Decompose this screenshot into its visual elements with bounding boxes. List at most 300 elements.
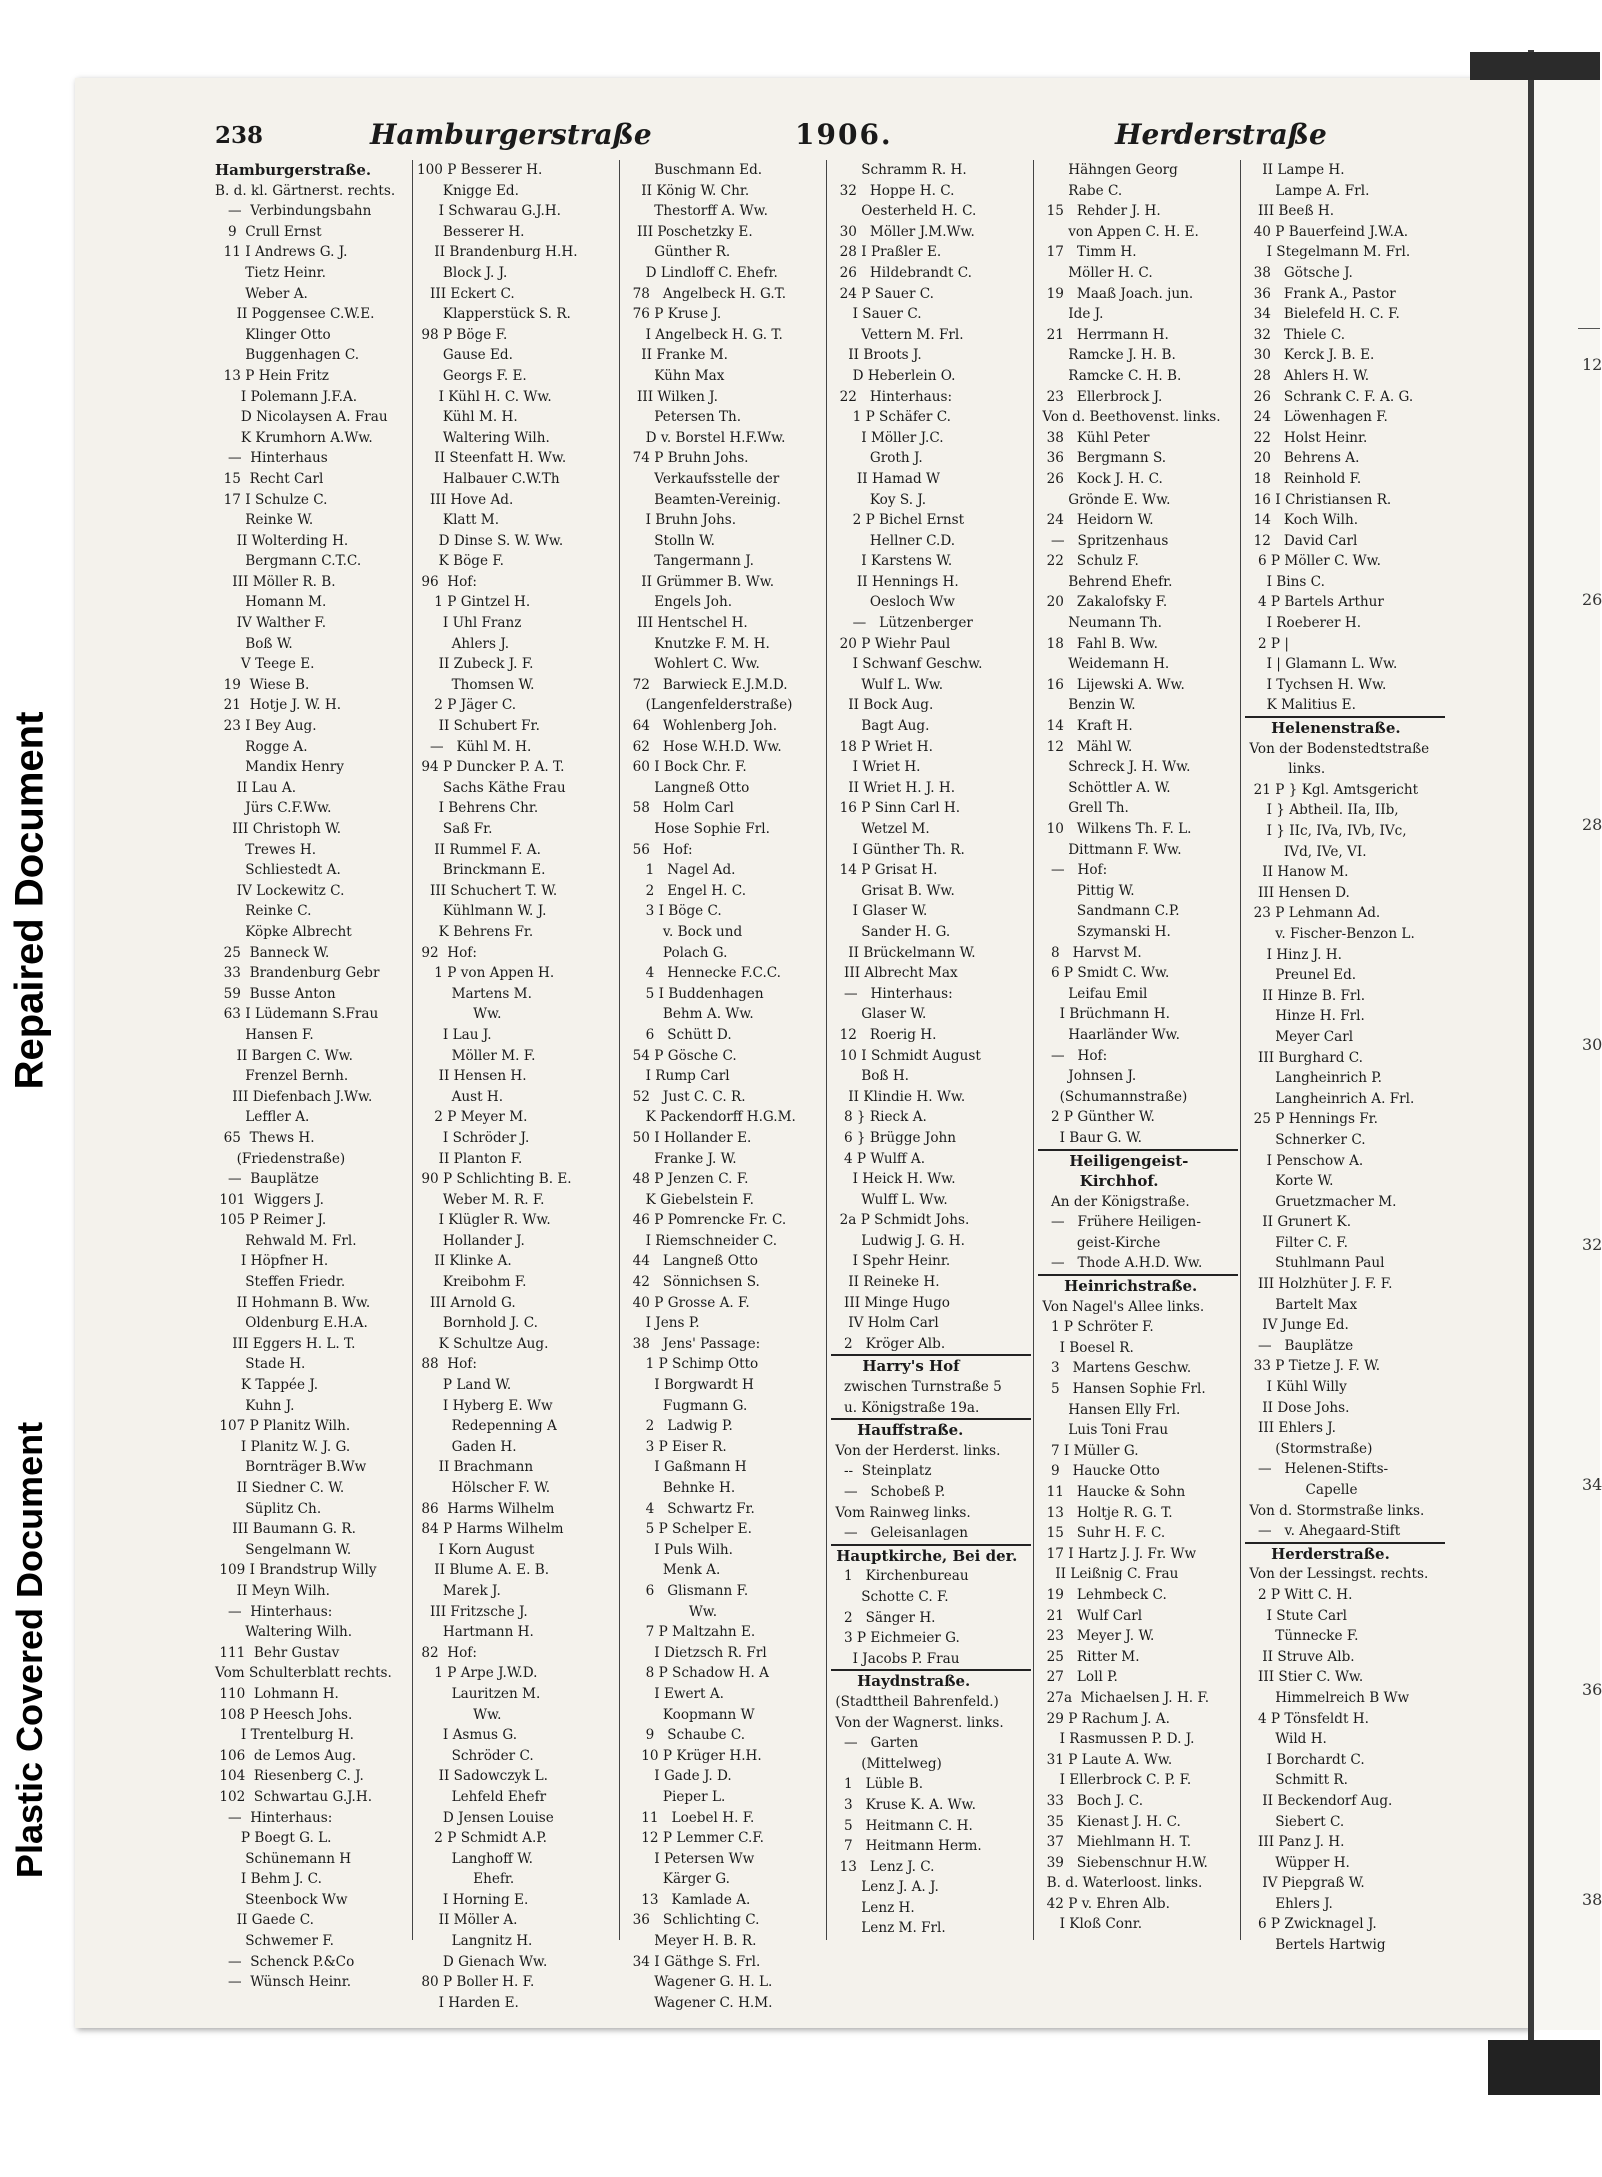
directory-entry: D v. Borstel H.F.Ww. — [624, 429, 786, 446]
directory-entry: Süplitz Ch. — [215, 1500, 322, 1517]
page-binding — [1528, 50, 1534, 2040]
directory-entry: Buggenhagen C. — [215, 347, 360, 364]
directory-entry: III Burghard C. — [1245, 1049, 1363, 1066]
directory-entry: 1 P Schäfer C. — [831, 409, 951, 426]
directory-entry: II Poggensee C.W.E. — [215, 306, 375, 323]
page-number: 238 — [215, 122, 264, 149]
directory-entry: I Gaßmann H — [624, 1459, 747, 1476]
column-divider — [1240, 160, 1241, 1940]
directory-entry: 38 Kühl Peter — [1038, 429, 1150, 446]
directory-entry: K Krumhorn A.Ww. — [215, 429, 373, 446]
directory-entry: 6 P Möller C. Ww. — [1245, 553, 1381, 570]
directory-entry: 23 Ellerbrock J. — [1038, 388, 1163, 405]
directory-entry: Wagener G. H. L. — [624, 1974, 773, 1991]
directory-entry: I Spehr Heinr. — [831, 1253, 951, 1270]
directory-entry: Hansen Elly Frl. — [1038, 1401, 1181, 1418]
directory-entry: 27a Michaelsen J. H. F. — [1038, 1689, 1210, 1706]
directory-entry: Schmitt R. — [1245, 1772, 1348, 1789]
directory-entry: III Ehlers J. — [1245, 1420, 1336, 1437]
directory-entry: Sengelmann W. — [215, 1541, 352, 1558]
directory-entry: Schliestedt A. — [215, 862, 341, 879]
directory-entry: links. — [1245, 761, 1326, 778]
directory-entry: 3 Kruse K. A. Ww. — [831, 1796, 976, 1813]
directory-entry: I Wriet H. — [831, 759, 921, 776]
directory-entry: II Klinke A. — [417, 1253, 512, 1270]
directory-entry: I Asmus G. — [417, 1727, 518, 1744]
street-heading: Kirchhof. — [1038, 1172, 1159, 1191]
directory-entry: II Hinze B. Frl. — [1245, 987, 1366, 1004]
directory-entry: I Borchardt C. — [1245, 1751, 1365, 1768]
directory-entry: Langneß Otto — [624, 779, 750, 796]
directory-entry: Jürs C.F.Ww. — [215, 800, 332, 817]
directory-entry: Fugmann G. — [624, 1397, 748, 1414]
directory-entry: 33 Boch J. C. — [1038, 1792, 1144, 1809]
directory-entry: II Gaede C. — [215, 1912, 314, 1929]
directory-entry: Hansen F. — [215, 1026, 314, 1043]
directory-entry: Sander H. G. — [831, 923, 951, 940]
directory-entry: Bornträger B.Ww — [215, 1459, 367, 1476]
directory-entry: Menk A. — [624, 1562, 721, 1579]
directory-entry: 18 Fahl B. Ww. — [1038, 635, 1158, 652]
directory-entry: Petersen Th. — [624, 409, 742, 426]
directory-entry: 34 Bielefeld H. C. F. — [1245, 306, 1400, 323]
directory-entry: 88 Hof: — [417, 1356, 477, 1373]
directory-entry: — Helenen-Stifts- — [1245, 1461, 1389, 1478]
directory-entry: 8 } Rieck A. — [831, 1109, 927, 1126]
edge-number: 36 — [1582, 1680, 1602, 1699]
directory-entry: Oldenburg E.H.A. — [215, 1315, 368, 1332]
directory-entry: 18 P Wriet H. — [831, 738, 933, 755]
directory-entry: Knigge Ed. — [417, 182, 519, 199]
directory-entry: 17 I Hartz J. J. Fr. Ww — [1038, 1545, 1197, 1562]
directory-entry: Tünnecke F. — [1245, 1628, 1359, 1645]
directory-entry: 60 I Bock Chr. F. — [624, 759, 747, 776]
directory-entry: 27 Loll P. — [1038, 1669, 1118, 1686]
directory-entry: V Teege E. — [215, 656, 315, 673]
directory-entry: 84 P Harms Wilhelm — [417, 1521, 564, 1538]
repaired-document-label: Repaired Document — [7, 711, 52, 1089]
directory-entry: -- Steinplatz — [831, 1463, 932, 1480]
directory-entry: Waltering Wilh. — [215, 1624, 353, 1641]
directory-entry: Schünemann H — [215, 1850, 352, 1867]
directory-entry: 21 Hotje J. W. H. — [215, 697, 342, 714]
directory-entry: K Malitius E. — [1245, 695, 1445, 718]
directory-entry: 24 Löwenhagen F. — [1245, 409, 1388, 426]
directory-entry: Waltering Wilh. — [417, 429, 550, 446]
directory-entry: Möller M. F. — [417, 1047, 536, 1064]
directory-entry: II Schubert Fr. — [417, 718, 540, 735]
directory-entry: 2 P Bichel Ernst — [831, 512, 965, 529]
directory-entry: 8 Harvst M. — [1038, 944, 1142, 961]
directory-entry: P Boegt G. L. — [215, 1830, 332, 1847]
directory-entry: Polach G. — [624, 944, 728, 961]
directory-entry: II Grümmer B. Ww. — [624, 573, 775, 590]
street-heading: Hamburgerstraße. — [215, 161, 372, 179]
edge-number: 12 — [1582, 355, 1602, 374]
directory-entry: Weber M. R. F. — [417, 1191, 545, 1208]
directory-entry: Möller H. C. — [1038, 264, 1153, 281]
directory-entry: III Wilken J. — [624, 388, 718, 405]
directory-entry: Gaden H. — [417, 1438, 517, 1455]
edge-line — [1578, 328, 1600, 329]
directory-entry: 28 Ahlers H. W. — [1245, 367, 1370, 384]
directory-entry: Saß Fr. — [417, 821, 493, 837]
directory-entry: 54 P Gösche C. — [624, 1047, 737, 1064]
directory-entry: Siebert C. — [1245, 1813, 1345, 1830]
directory-entry: 59 Busse Anton — [215, 985, 336, 1002]
directory-entry: III Minge Hugo — [831, 1294, 950, 1311]
directory-entry: I Schröder J. — [417, 1129, 530, 1146]
street-heading: Harry's Hof — [831, 1357, 960, 1376]
directory-entry: Vom Schulterblatt rechts. — [215, 1665, 392, 1682]
directory-entry: — Hinterhaus — [215, 450, 328, 467]
directory-entry: I Schwanf Geschw. — [831, 656, 983, 673]
directory-entry: 30 Möller J.M.Ww. — [831, 223, 975, 240]
directory-entry: Behm A. Ww. — [624, 1006, 754, 1023]
directory-entry: Bartelt Max — [1245, 1296, 1358, 1313]
directory-entry: — Lützenberger — [831, 615, 973, 632]
directory-entry: 26 Hildebrandt C. — [831, 264, 972, 281]
directory-entry: Hollander J. — [417, 1232, 525, 1249]
directory-entry: Sachs Käthe Frau — [417, 779, 566, 796]
plastic-covered-document-label: Plastic Covered Document — [9, 1421, 51, 1879]
directory-entry: P Land W. — [417, 1377, 512, 1394]
directory-entry: Kühlmann W. J. — [417, 903, 547, 920]
directory-entry: Koopmann W — [624, 1706, 755, 1723]
directory-entry: Langhoff W. — [417, 1850, 533, 1867]
edge-number: 28 — [1582, 815, 1602, 834]
directory-entry: I Sauer C. — [831, 306, 922, 323]
directory-entry: 40 P Grosse A. F. — [624, 1294, 750, 1311]
directory-entry: II Struve Alb. — [1245, 1648, 1355, 1665]
directory-entry: Von d. Stormstraße links. — [1245, 1502, 1425, 1519]
directory-entry: Ramcke J. H. B. — [1038, 347, 1176, 364]
directory-entry: 26 Schrank C. F. A. G. — [1245, 388, 1414, 405]
directory-entry: 16 P Sinn Carl H. — [831, 800, 961, 817]
street-heading: Haydnstraße. — [831, 1672, 971, 1691]
directory-entry: Thomsen W. — [417, 676, 535, 693]
directory-entry: 52 Just C. C. R. — [624, 1088, 746, 1105]
directory-entry: Frenzel Bernh. — [215, 1068, 349, 1085]
directory-entry: Meyer Carl — [1245, 1028, 1354, 1045]
directory-entry: II Reineke H. — [831, 1274, 940, 1291]
directory-entry: Kühn Max — [624, 367, 725, 384]
directory-entry: 109 I Brandstrup Willy — [215, 1562, 377, 1579]
street-heading: Hauptkirche, Bei der. — [831, 1546, 1018, 1565]
directory-entry: IV Lockewitz C. — [215, 882, 345, 899]
directory-entry: Grönde E. Ww. — [1038, 491, 1171, 508]
directory-entry: II Leißnig C. Frau — [1038, 1566, 1179, 1583]
directory-entry: I Tychsen H. Ww. — [1245, 676, 1387, 693]
directory-entry: II Brückelmann W. — [831, 944, 976, 961]
directory-entry: Ww. — [417, 1706, 502, 1723]
directory-entry: II Lau A. — [215, 779, 297, 796]
directory-entry: III Albrecht Max — [831, 965, 958, 982]
directory-entry: 11 Haucke & Sohn — [1038, 1484, 1186, 1500]
directory-entry: I Günther Th. R. — [831, 841, 965, 858]
directory-entry: I Brüchmann H. — [1038, 1006, 1170, 1023]
directory-entry: 50 I Hollander E. — [624, 1129, 752, 1146]
binding-tab-bottom — [1488, 2040, 1600, 2095]
directory-entry: — Geleisanlagen — [831, 1523, 1031, 1546]
directory-entry: 4 Schwartz Fr. — [624, 1500, 755, 1517]
directory-entry: 34 I Gäthge S. Frl. — [624, 1953, 761, 1970]
directory-entry: I Kühl Willy — [1245, 1379, 1347, 1396]
directory-entry: Steenbock Ww — [215, 1891, 348, 1908]
directory-entry: II Möller A. — [417, 1912, 518, 1929]
directory-entry: 5 Hansen Sophie Frl. — [1038, 1381, 1206, 1398]
directory-entry: Thestorff A. Ww. — [624, 203, 768, 220]
directory-entry: 15 Recht Carl — [215, 470, 324, 487]
directory-entry: IV Junge Ed. — [1245, 1317, 1349, 1334]
directory-entry: zwischen Turnstraße 5 — [831, 1379, 1002, 1396]
directory-entry: 16 I Christiansen R. — [1245, 491, 1392, 508]
directory-entry: (Mittelweg) — [831, 1755, 942, 1772]
directory-entry: Langheinrich P. — [1245, 1070, 1382, 1087]
directory-entry: Hartmann H. — [417, 1624, 534, 1641]
directory-entry: 6 Glismann F. — [624, 1582, 749, 1599]
directory-entry: 14 Kraft H. — [1038, 718, 1133, 735]
directory-entry: 104 Riesenberg C. J. — [215, 1768, 364, 1785]
directory-entry: I } Abtheil. IIa, IIb, — [1245, 802, 1399, 819]
directory-entry: 36 Schlichting C. — [624, 1912, 760, 1929]
directory-entry: 26 Kock J. H. C. — [1038, 470, 1163, 487]
directory-entry: 13 Kamlade A. — [624, 1891, 751, 1908]
directory-entry: 13 Holtje R. G. T. — [1038, 1504, 1173, 1521]
directory-entry: 21 Wulf Carl — [1038, 1607, 1143, 1624]
directory-entry: Schröder C. — [417, 1747, 534, 1764]
directory-entry: — Verbindungsbahn — [215, 203, 372, 220]
directory-entry: Von der Bodenstedtstraße — [1245, 740, 1430, 757]
directory-entry: I Klügler R. Ww. — [417, 1212, 551, 1229]
directory-entry: Capelle — [1245, 1482, 1358, 1498]
directory-entry: Tangermann J. — [624, 553, 754, 570]
directory-entry: B. d. Waterloost. links. — [1038, 1875, 1203, 1892]
directory-entry: IV Holm Carl — [831, 1315, 939, 1332]
directory-entry: K Packendorff H.G.M. — [624, 1109, 796, 1126]
directory-entry: Hinze H. Frl. — [1245, 1008, 1365, 1025]
directory-entry: D Gienach Ww. — [417, 1953, 548, 1970]
directory-entry: Meyer H. B. R. — [624, 1933, 757, 1950]
directory-entry: K Behrens Fr. — [417, 923, 534, 940]
directory-entry: 98 P Böge F. — [417, 326, 508, 343]
directory-entry: III Poschetzky E. — [624, 223, 753, 240]
directory-entry: 80 P Boller H. F. — [417, 1974, 535, 1991]
directory-entry: II Grunert K. — [1245, 1214, 1352, 1231]
directory-entry: 2 P Günther W. — [1038, 1109, 1155, 1126]
directory-entry: II Broots J. — [831, 347, 922, 364]
directory-entry: 106 de Lemos Aug. — [215, 1747, 357, 1764]
directory-entry: Ramcke C. H. B. — [1038, 367, 1182, 384]
directory-entry: III Hentschel H. — [624, 615, 748, 632]
directory-entry: Schnerker C. — [1245, 1131, 1366, 1148]
street-heading: Hauffstraße. — [831, 1421, 964, 1440]
directory-entry: 12 David Carl — [1245, 532, 1358, 549]
directory-entry: 1 P Schröter F. — [1038, 1319, 1154, 1336]
directory-entry: K Giebelstein F. — [624, 1191, 754, 1208]
directory-entry: 9 Schaube C. — [624, 1727, 746, 1744]
directory-entry: Tietz Heinr. — [215, 264, 326, 281]
directory-entry: 107 P Planitz Wilh. — [215, 1418, 351, 1435]
directory-entry: III Eckert C. — [417, 285, 515, 302]
directory-entry: Stuhlmann Paul — [1245, 1255, 1385, 1272]
directory-entry: 96 Hof: — [417, 573, 477, 590]
directory-entry: 76 P Kruse J. — [624, 306, 722, 323]
directory-entry: I Möller J.C. — [831, 429, 944, 446]
directory-entry: Klapperstück S. R. — [417, 306, 571, 323]
directory-entry: von Appen C. H. E. — [1038, 223, 1199, 240]
directory-entry: 6 } Brügge John — [831, 1129, 957, 1146]
directory-entry: Kühl M. H. — [417, 409, 518, 426]
directory-entry: 33 Brandenburg Gebr — [215, 965, 380, 982]
directory-entry: 102 Schwartau G.J.H. — [215, 1788, 373, 1805]
directory-entry: 62 Hose W.H.D. Ww. — [624, 738, 782, 755]
header-right-title: Herderstraße — [1115, 118, 1327, 151]
directory-entry: II Rummel F. A. — [417, 841, 541, 858]
directory-entry: III Arnold G. — [417, 1294, 516, 1311]
directory-entry: 22 Hinterhaus: — [831, 388, 953, 405]
directory-entry: II Hennings H. — [831, 573, 959, 590]
directory-entry: — Spritzenhaus — [1038, 532, 1169, 549]
directory-entry: 44 Langneß Otto — [624, 1253, 758, 1270]
directory-entry: 17 I Schulze C. — [215, 491, 328, 508]
directory-entry: Schöttler A. W. — [1038, 779, 1171, 796]
directory-entry: I Lau J. — [417, 1026, 492, 1043]
directory-entry: u. Königstraße 19a. — [831, 1398, 1031, 1421]
directory-entry: 17 Timm H. — [1038, 244, 1137, 261]
directory-entry: Weber A. — [215, 285, 308, 302]
directory-entry: I Glaser W. — [831, 903, 928, 920]
directory-entry: III Diefenbach J.Ww. — [215, 1088, 373, 1105]
directory-entry: 22 Schulz F. — [1038, 553, 1139, 570]
directory-column — [1245, 160, 1445, 1954]
directory-entry: I Karstens W. — [831, 553, 953, 570]
directory-entry: I Horning E. — [417, 1891, 529, 1908]
directory-entry: 56 Hof: — [624, 841, 693, 858]
directory-entry: 12 Mähl W. — [1038, 738, 1133, 755]
directory-entry: Steffen Friedr. — [215, 1274, 346, 1291]
directory-entry: 25 P Hennings Fr. — [1245, 1111, 1378, 1128]
directory-entry: Sandmann C.P. — [1038, 903, 1180, 920]
directory-entry: Stade H. — [215, 1356, 306, 1373]
directory-entry: — Schenck P.&Co — [215, 1953, 355, 1970]
directory-entry: 65 Thews H. — [215, 1129, 315, 1146]
directory-entry: I Uhl Franz — [417, 615, 522, 632]
directory-entry: 42 P v. Ehren Alb. — [1038, 1895, 1170, 1912]
directory-entry: Vom Rainweg links. — [831, 1504, 971, 1521]
directory-entry: IV Walther F. — [215, 615, 327, 632]
directory-entry: I | Glamann L. Ww. — [1245, 656, 1398, 673]
directory-entry: 2a P Schmidt Johs. — [831, 1212, 970, 1229]
edge-number: 30 — [1582, 1035, 1602, 1054]
page-header — [215, 118, 1425, 156]
column-divider — [826, 160, 827, 1940]
directory-entry: 29 P Rachum J. A. — [1038, 1710, 1170, 1727]
directory-entry: 24 Heidorn W. — [1038, 512, 1154, 529]
directory-entry: 5 Heitmann C. H. — [831, 1817, 973, 1834]
column-divider — [1033, 160, 1034, 1940]
directory-entry: Bornhold J. C. — [417, 1315, 538, 1332]
directory-entry: Lehfeld Ehefr — [417, 1788, 547, 1805]
header-left-title: Hamburgerstraße — [370, 118, 652, 151]
directory-entry: 1 P Schimp Otto — [624, 1356, 759, 1373]
directory-entry: 4 P Tönsfeldt H. — [1245, 1710, 1369, 1727]
directory-entry: 101 Wiggers J. — [215, 1191, 324, 1208]
directory-entry: Hose Sophie Frl. — [624, 821, 770, 837]
directory-entry: 14 P Grisat H. — [831, 862, 938, 879]
directory-entry: 40 P Bauerfeind J.W.A. — [1245, 223, 1409, 240]
directory-entry: Engels Joh. — [624, 594, 733, 611]
directory-entry: 19 Maaß Joach. jun. — [1038, 285, 1194, 302]
directory-entry: II Hohmann B. Ww. — [215, 1294, 371, 1311]
directory-entry: Köpke Albrecht — [215, 923, 352, 940]
directory-entry: 22 Holst Heinr. — [1245, 429, 1368, 446]
directory-entry: 12 P Lemmer C.F. — [624, 1830, 764, 1847]
directory-entry: Reinke W. — [215, 512, 314, 529]
directory-entry: Dittmann F. Ww. — [1038, 841, 1182, 858]
directory-entry: Martens M. — [417, 985, 532, 1002]
directory-entry: 86 Harms Wilhelm — [417, 1500, 555, 1517]
directory-entry: — Hof: — [1038, 1047, 1108, 1064]
street-heading: Helenenstraße. — [1245, 719, 1401, 738]
directory-entry: I Trentelburg H. — [215, 1727, 354, 1744]
directory-entry: 10 Wilkens Th. F. L. — [1038, 821, 1192, 837]
directory-entry: 110 Lohmann H. — [215, 1685, 339, 1702]
directory-entry: II Klindie H. Ww. — [831, 1088, 966, 1105]
directory-entry: 2 P Schmidt A.P. — [417, 1830, 547, 1847]
directory-entry: 74 P Bruhn Johs. — [624, 450, 749, 467]
directory-entry: 78 Angelbeck H. G.T. — [624, 285, 787, 302]
edge-number: 34 — [1582, 1475, 1602, 1494]
directory-entry: 108 P Heesch Johs. — [215, 1706, 353, 1723]
directory-entry: I Angelbeck H. G. T. — [624, 326, 783, 343]
directory-entry: Pittig W. — [1038, 882, 1135, 899]
directory-entry: 11 I Andrews G. J. — [215, 244, 348, 261]
directory-entry: 20 Zakalofsky F. — [1038, 594, 1168, 611]
directory-entry: Grisat B. Ww. — [831, 882, 955, 899]
directory-entry: I Jacobs P. Frau — [831, 1649, 1031, 1672]
directory-entry: 1 Nagel Ad. — [624, 862, 736, 879]
directory-entry: I Rump Carl — [624, 1068, 730, 1085]
directory-entry: — Bauplätze — [1245, 1337, 1354, 1354]
directory-entry: III Christoph W. — [215, 821, 342, 837]
directory-entry: I Puls Wilh. — [624, 1541, 733, 1558]
directory-entry: Von Nagel's Allee links. — [1038, 1298, 1205, 1315]
directory-entry: II Wriet H. J. H. — [831, 779, 956, 796]
directory-entry: I Behm J. C. — [215, 1871, 322, 1888]
directory-entry: II Meyn Wilh. — [215, 1582, 330, 1599]
directory-entry: 32 Hoppe H. C. — [831, 182, 955, 199]
directory-column — [417, 160, 617, 2011]
directory-entry: 3 Martens Geschw. — [1038, 1360, 1192, 1377]
directory-entry: 63 I Lüdemann S.Frau — [215, 1006, 379, 1023]
binding-tab-top — [1470, 52, 1600, 80]
directory-entry: Wüpper H. — [1245, 1854, 1350, 1871]
directory-entry: 2 Engel H. C. — [624, 882, 747, 899]
directory-entry: 2 Ladwig P. — [624, 1418, 733, 1435]
directory-entry: Boß H. — [831, 1068, 909, 1085]
directory-entry: 4 P Bartels Arthur — [1245, 594, 1384, 611]
directory-entry: 15 Suhr H. F. C. — [1038, 1525, 1166, 1542]
directory-entry: 25 Banneck W. — [215, 944, 330, 961]
directory-entry: Georgs F. E. — [417, 367, 527, 384]
directory-entry: Lenz M. Frl. — [831, 1920, 946, 1937]
directory-entry: D Dinse S. W. Ww. — [417, 532, 564, 549]
directory-entry: 14 Koch Wilh. — [1245, 512, 1359, 529]
directory-entry: II Lampe H. — [1245, 162, 1345, 178]
directory-entry: — Hof: — [1038, 862, 1108, 879]
directory-entry: Filter C. F. — [1245, 1234, 1348, 1251]
